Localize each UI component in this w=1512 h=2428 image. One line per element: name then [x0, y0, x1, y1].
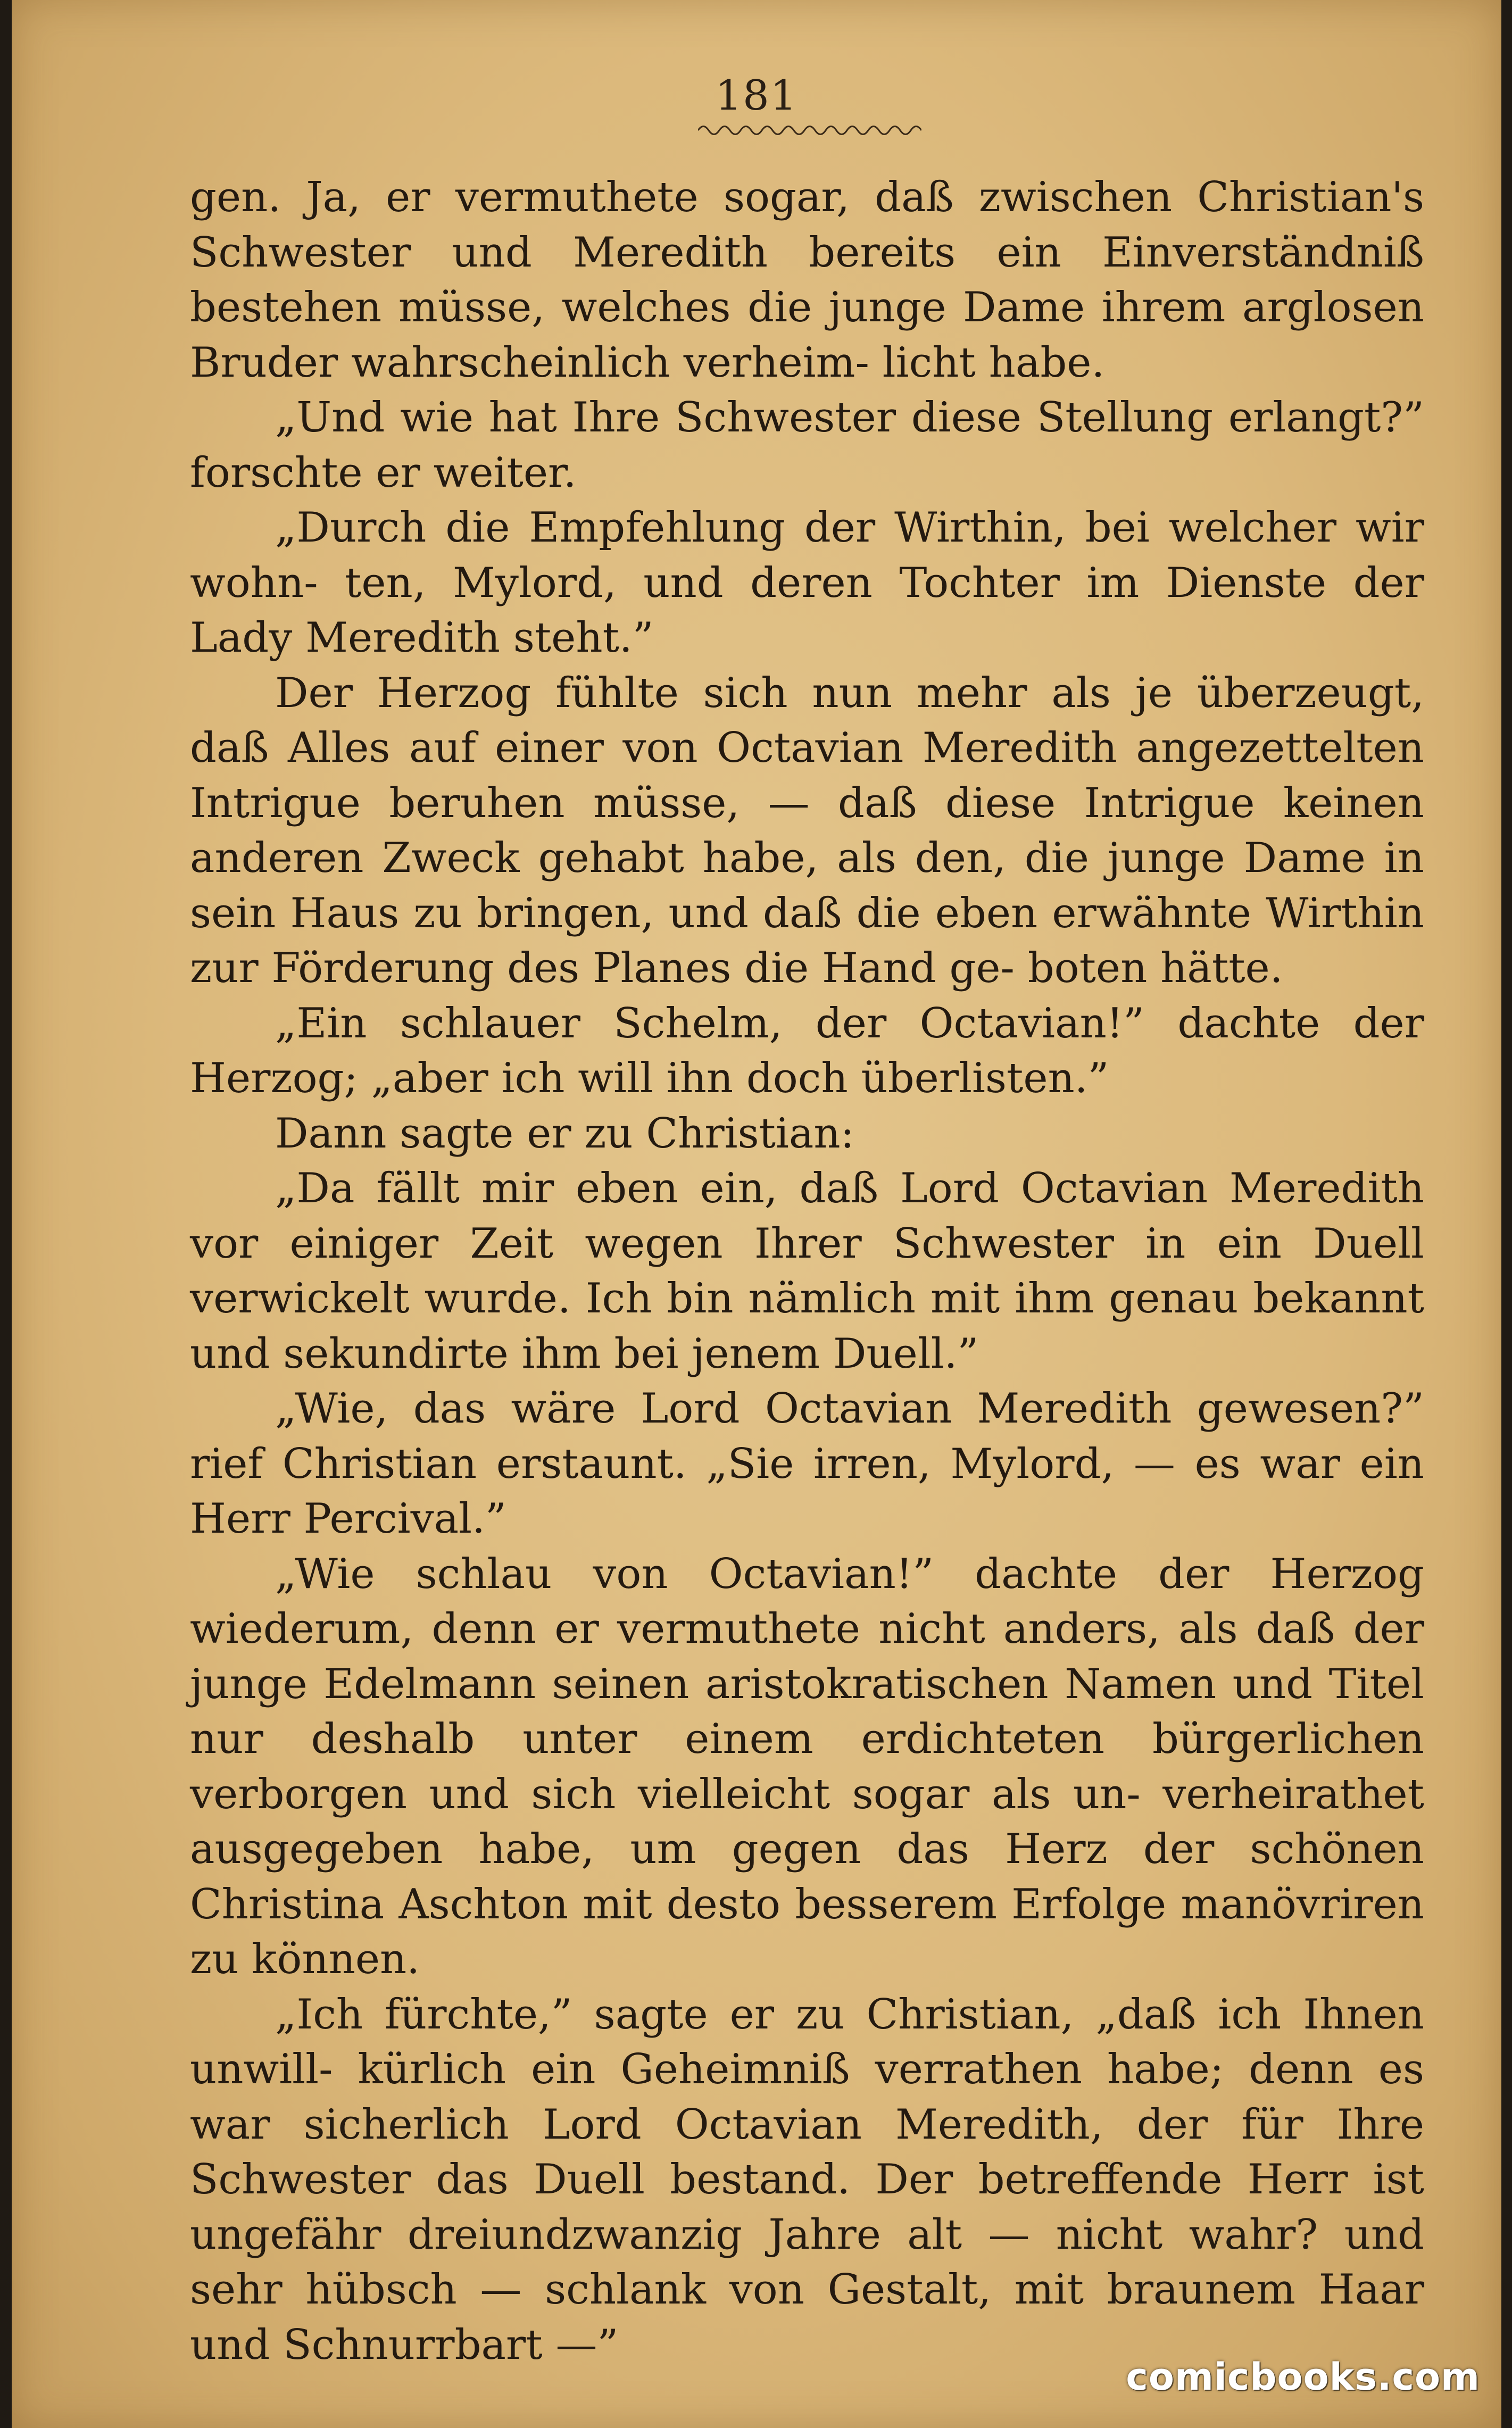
paragraph: Dann sagte er zu Christian: — [275, 1109, 854, 1158]
paragraph: „Ich fürchte,” sagte er zu Christian, „daß ich Ihnen unwill- kürlich ein Geheimniß verrathen habe; denn es war sicherlich Lord Octavian Meredith, der für Ihre Schwester das Duell bestand. Der betreffende Herr ist ungefähr dreiundzwanzig Jahre alt — nicht wahr? und sehr hübsch — schlank von Gestalt, mit braunem Haar und Schnurrbart —” — [190, 1990, 1424, 2369]
paragraph: „Durch die Empfehlung der Wirthin, bei welcher wir wohn- ten, Mylord, und deren Tochter im Dienste der Lady Meredith steht.” — [190, 504, 1424, 662]
paragraph: gen. Ja, er vermuthete sogar, daß zwischen Christian's Schwester und Meredith bereits ein Einverständniß bestehen müsse, welches die junge Dame ihrem arglosen Bruder wahrscheinlich verheim- licht habe. — [190, 173, 1424, 387]
book-page — [12, 0, 1501, 2428]
wavy-rule-ornament — [698, 122, 921, 138]
paragraph: „Ein schlauer Schelm, der Octavian!” dachte der Herzog; „aber ich will ihn doch überlisten.” — [190, 999, 1424, 1102]
paragraph: Der Herzog fühlte sich nun mehr als je überzeugt, daß Alles auf einer von Octavian Meredith angezettelten Intrigue beruhen müsse, — daß diese Intrigue keinen anderen Zweck gehabt habe, als den, die junge Dame in sein Haus zu bringen, und daß die eben erwähnte Wirthin zur Förderung des Planes die Hand ge- boten hätte. — [190, 669, 1424, 992]
paragraph: „Wie, das wäre Lord Octavian Meredith gewesen?” rief Christian erstaunt. „Sie irren, Mylord, — es war ein Herr Percival.” — [190, 1385, 1424, 1543]
body-text — [190, 170, 1424, 2373]
paragraph: „Da fällt mir eben ein, daß Lord Octavian Meredith vor einiger Zeit wegen Ihrer Schwester in ein Duell verwickelt wurde. Ich bin nämlich mit ihm genau bekannt und sekundirte ihm bei jenem Duell.” — [190, 1165, 1424, 1378]
watermark: comicbooks.com — [1126, 2355, 1480, 2399]
paragraph: „Und wie hat Ihre Schwester diese Stellung erlangt?” forschte er weiter. — [190, 394, 1424, 497]
paragraph: „Wie schlau von Octavian!” dachte der Herzog wiederum, denn er vermuthete nicht anders, als daß der junge Edelmann seinen aristokratischen Namen und Titel nur deshalb unter einem erdichteten bürgerlichen verborgen und sich vielleicht sogar als un- verheirathet ausgegeben habe, um gegen das Herz der schönen Christina Aschton mit desto besserem Erfolge manövriren zu können. — [190, 1550, 1424, 1983]
page-number: 181 — [715, 72, 798, 120]
